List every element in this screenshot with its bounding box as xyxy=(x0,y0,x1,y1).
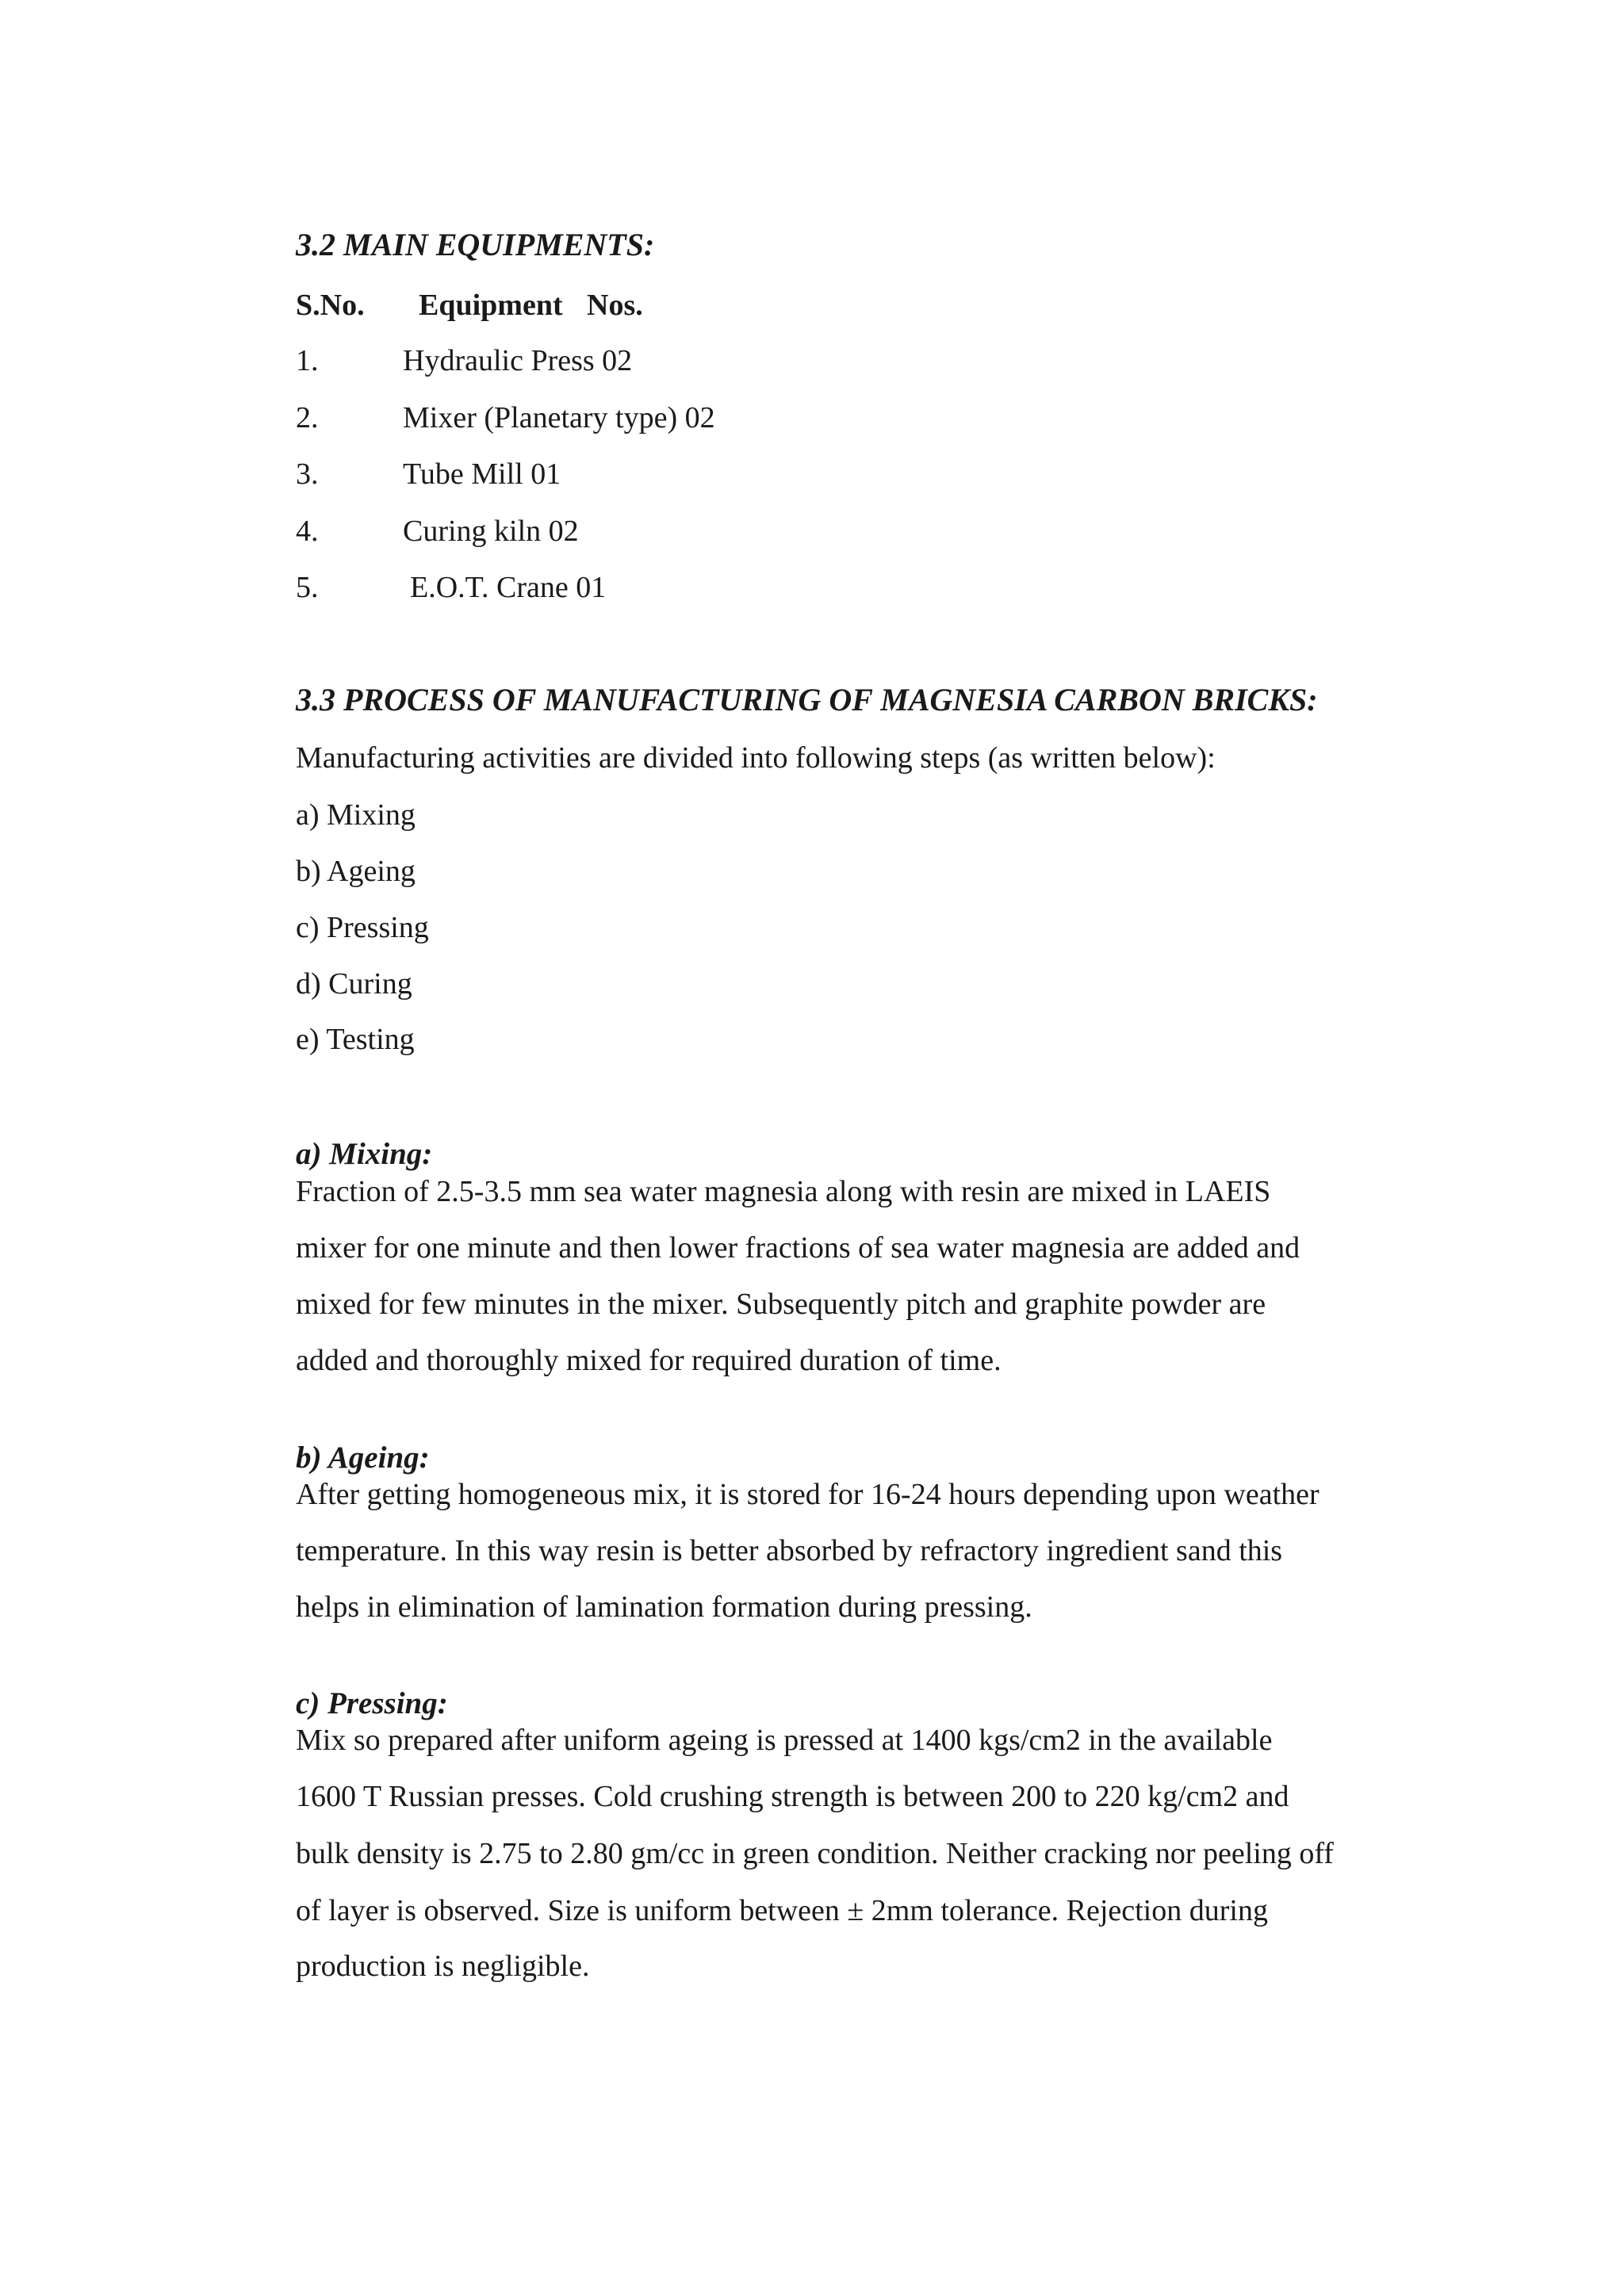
table-header-sno: S.No. xyxy=(296,289,365,322)
section-3-3-heading: 3.3 PROCESS OF MANUFACTURING OF MAGNESIA CARBON BRICKS: xyxy=(296,682,1318,718)
step-list-item: e) Testing xyxy=(296,1023,415,1056)
ageing-paragraph-line: helps in elimination of lamination formation during pressing. xyxy=(296,1590,1032,1624)
equipment-row-text: Hydraulic Press 02 xyxy=(403,344,633,377)
equipment-row-number: 1. xyxy=(296,344,319,377)
table-header-nos: Nos. xyxy=(587,289,643,322)
equipment-row-number: 2. xyxy=(296,401,319,434)
step-list-item: d) Curing xyxy=(296,967,412,1001)
mixing-paragraph-line: mixer for one minute and then lower fractions of sea water magnesia are added and xyxy=(296,1231,1300,1265)
ageing-paragraph-line: temperature. In this way resin is better absorbed by refractory ingredient sand this xyxy=(296,1534,1283,1567)
step-list-item: b) Ageing xyxy=(296,855,416,888)
ageing-paragraph-line: After getting homogeneous mix, it is stored for 16-24 hours depending upon weather xyxy=(296,1478,1320,1511)
pressing-paragraph-line: production is negligible. xyxy=(296,1950,590,1983)
table-header-equipment: Equipment xyxy=(419,289,563,322)
equipment-row-text: Tube Mill 01 xyxy=(403,457,561,491)
equipment-row-text: Curing kiln 02 xyxy=(403,515,579,548)
mixing-paragraph-line: Fraction of 2.5-3.5 mm sea water magnesia along with resin are mixed in LAEIS xyxy=(296,1175,1271,1208)
equipment-row-number: 5. xyxy=(296,571,319,604)
equipment-row-number: 4. xyxy=(296,515,319,548)
mixing-paragraph-line: mixed for few minutes in the mixer. Subsequently pitch and graphite powder are xyxy=(296,1288,1266,1321)
pressing-heading: c) Pressing: xyxy=(296,1686,448,1720)
equipment-row-number: 3. xyxy=(296,457,319,491)
pressing-paragraph-line: bulk density is 2.75 to 2.80 gm/cc in green condition. Neither cracking nor peeling off xyxy=(296,1837,1334,1870)
step-list-item: a) Mixing xyxy=(296,798,416,832)
mixing-heading: a) Mixing: xyxy=(296,1137,433,1171)
pressing-paragraph-line: Mix so prepared after uniform ageing is pressed at 1400 kgs/cm2 in the available xyxy=(296,1724,1273,1757)
pressing-paragraph-line: of layer is observed. Size is uniform between ± 2mm tolerance. Rejection during xyxy=(296,1894,1268,1927)
pressing-paragraph-line: 1600 T Russian presses. Cold crushing strength is between 200 to 220 kg/cm2 and xyxy=(296,1780,1289,1813)
mixing-paragraph-line: added and thoroughly mixed for required duration of time. xyxy=(296,1344,1002,1377)
section-3-3-intro: Manufacturing activities are divided into following steps (as written below): xyxy=(296,741,1216,775)
equipment-row-text: Mixer (Planetary type) 02 xyxy=(403,401,715,434)
section-3-2-heading: 3.2 MAIN EQUIPMENTS: xyxy=(296,227,655,262)
ageing-heading: b) Ageing: xyxy=(296,1441,430,1475)
equipment-row-text: E.O.T. Crane 01 xyxy=(410,571,607,604)
step-list-item: c) Pressing xyxy=(296,911,429,944)
